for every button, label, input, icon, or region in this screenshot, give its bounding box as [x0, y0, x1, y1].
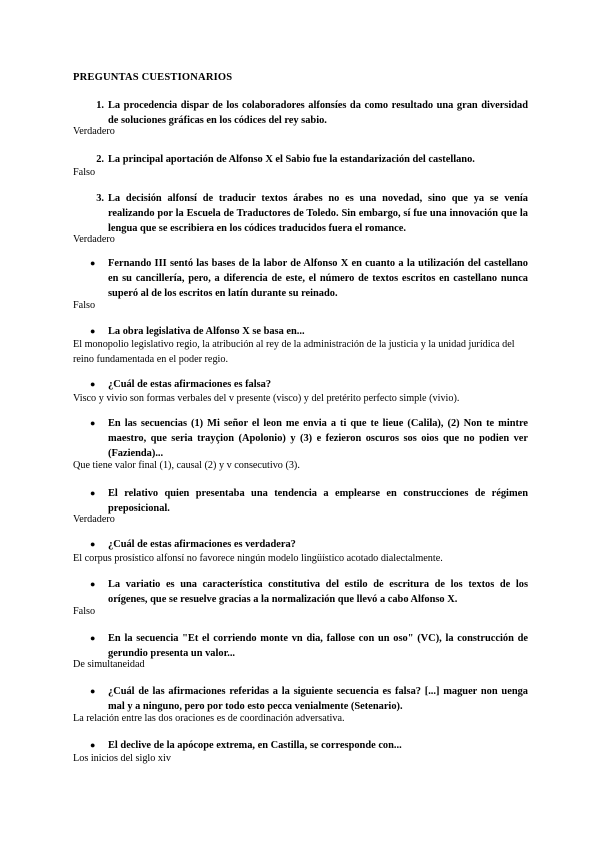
answer-4: Falso	[73, 300, 96, 311]
question-6	[90, 377, 528, 392]
bullet-icon: ●	[90, 326, 96, 336]
answer-2: Falso	[73, 167, 96, 178]
question-text: La variatio es una característica constitutiva del estilo de escritura de los textos de los orígenes, que se resuelve gracias a la normalización que llevó a cabo Alfonso X.	[108, 579, 528, 606]
answer-10: Falso	[73, 606, 96, 617]
question-number: 2.	[96, 154, 104, 165]
bullet-icon: ●	[90, 740, 96, 750]
answer-3: Verdadero	[73, 234, 115, 245]
bullet-icon: ●	[90, 379, 96, 389]
bullet-icon: ●	[90, 633, 96, 643]
question-text: ¿Cuál de estas afirmaciones es falsa?	[108, 379, 272, 390]
question-7	[90, 416, 528, 462]
bullet-icon: ●	[90, 258, 96, 268]
question-text: ¿Cuál de estas afirmaciones es verdadera?	[108, 539, 296, 550]
question-9	[90, 537, 528, 552]
question-text: La principal aportación de Alfonso X el Sabio fue la estandarización del castellano.	[108, 154, 475, 165]
question-text: En la secuencia "Et el corriendo monte vn dia, fallose con un oso" (VC), la construcción de gerundio presenta un valor...	[108, 633, 528, 660]
bullet-icon: ●	[90, 418, 96, 428]
question-text: El relativo quien presentaba una tendencia a emplearse en construcciones de régimen preposicional.	[108, 488, 528, 515]
question-text: El declive de la apócope extrema, en Castilla, se corresponde con...	[108, 740, 402, 751]
answer-5: El monopolio legislativo regio, la atribución al rey de la administración de la justicia y la unidad jurídica del reino fundamentada en el poder regio.	[73, 339, 515, 366]
question-text: Fernando III sentó las bases de la labor de Alfonso X en cuanto a la utilización del castellano en su cancillería, pero, a diferencia de este, el número de textos escritos en castellano nunca superó al de los escritos en latín durante su reinado.	[108, 258, 528, 300]
question-12	[90, 684, 528, 714]
question-text: La procedencia dispar de los colaboradores alfonsíes da como resultado una gran diversidad de soluciones gráficas en los códices del rey sabio.	[108, 100, 528, 127]
bullet-icon: ●	[90, 539, 96, 549]
question-10	[90, 577, 528, 607]
question-4	[90, 256, 528, 302]
bullet-icon: ●	[90, 579, 96, 589]
answer-7: Que tiene valor final (1), causal (2) y v consecutivo (3).	[73, 460, 300, 471]
question-3	[96, 191, 528, 237]
answer-13: Los inicios del siglo xiv	[73, 753, 171, 764]
answer-12: La relación entre las dos oraciones es de coordinación adversativa.	[73, 713, 345, 724]
bullet-icon: ●	[90, 488, 96, 498]
question-number: 1.	[96, 100, 104, 111]
answer-6: Visco y vivio son formas verbales del v presente (visco) y del pretérito perfecto simple (vivio).	[73, 393, 460, 404]
answer-8: Verdadero	[73, 514, 115, 525]
question-text: La decisión alfonsí de traducir textos árabes no es una novedad, sino que ya se venía realizando por la Escuela de Traductores de Toledo. Sin embargo, sí fue una innovación que la lengua que se escribiera en los códices traducidos fuera el romance.	[108, 193, 528, 235]
answer-11: De simultaneidad	[73, 659, 145, 670]
bullet-icon: ●	[90, 686, 96, 696]
answer-1: Verdadero	[73, 126, 115, 137]
question-text: La obra legislativa de Alfonso X se basa en...	[108, 326, 305, 337]
answer-9: El corpus prosístico alfonsí no favorece ningún modelo lingüístico acotado dialectalmente.	[73, 553, 443, 564]
document-title: PREGUNTAS CUESTIONARIOS	[73, 72, 233, 83]
question-number: 3.	[96, 193, 104, 204]
question-text: En las secuencias (1) Mi señor el leon me envia a ti que te lieue (Calila), (2) Non te mintre maestro, que seria trayçion (Apolonio) y (3) e fezieron oscuros sos oios que no podien ver (Fazienda)...	[108, 418, 528, 460]
question-text: ¿Cuál de las afirmaciones referidas a la siguiente secuencia es falsa? [...] maguer non uenga mal y a ninguno, pero por todo esto pecca venialmente (Setenario).	[108, 686, 528, 713]
